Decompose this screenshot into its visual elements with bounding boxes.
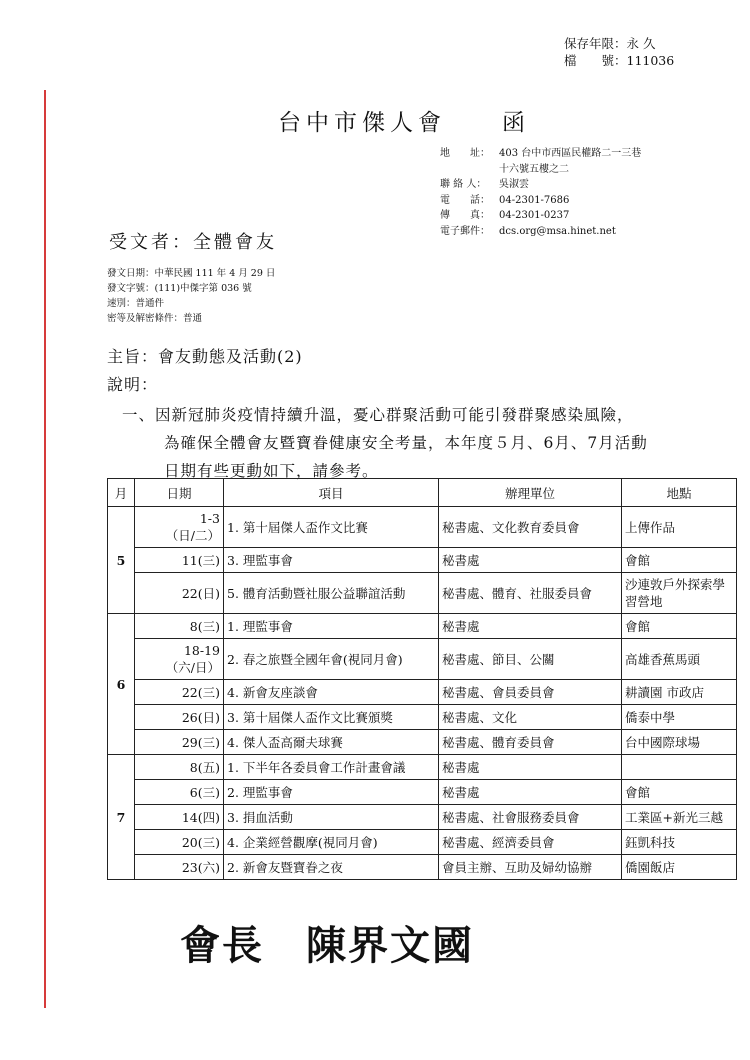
table-row	[108, 639, 737, 680]
unit-cell: 秘書處、文化教育委員會	[439, 507, 622, 548]
sender-info-row	[440, 208, 641, 224]
sender-info-value: 04-2301-0237	[499, 210, 570, 221]
date-cell: 23(六)	[135, 855, 224, 880]
unit-cell: 秘書處、社會服務委員會	[439, 805, 622, 830]
table-row	[108, 805, 737, 830]
item-cell: 2. 理監事會	[224, 780, 439, 805]
unit-cell: 秘書處	[439, 755, 622, 780]
header-item: 項目	[224, 479, 439, 507]
date-cell: 26(日)	[135, 705, 224, 730]
item-cell: 3. 理監事會	[224, 548, 439, 573]
unit-cell: 會員主辦、互助及婦幼協辦	[439, 855, 622, 880]
header-unit: 辦理單位	[439, 479, 622, 507]
subject: 主旨：會友動態及活動(2)	[107, 347, 303, 366]
unit-cell: 秘書處、體育、社服委員會	[439, 573, 622, 614]
table-row	[108, 548, 737, 573]
sender-info-value: 403 台中市西區民權路二一三巷	[499, 148, 642, 159]
document-meta	[107, 266, 275, 326]
date-cell: 1-3 （日/二）	[135, 507, 224, 548]
header-place: 地點	[622, 479, 737, 507]
month-cell: 5	[108, 507, 135, 614]
signature: 會長 陳界文國	[180, 922, 474, 969]
table-row	[108, 705, 737, 730]
table-row	[108, 830, 737, 855]
paragraph-line: 一、因新冠肺炎疫情持續升溫，憂心群聚活動可能引發群聚感染風險，	[122, 406, 634, 424]
sender-info-value: 04-2301-7686	[499, 194, 570, 206]
table-row	[108, 730, 737, 755]
sender-info-label: 地 址：	[440, 148, 490, 159]
sender-info-label: 傳 真：	[440, 210, 490, 221]
table-row	[108, 755, 737, 780]
recipient: 受文者：全體會友	[109, 232, 277, 253]
sender-info-row	[440, 162, 641, 178]
unit-cell: 秘書處、節目、公關	[439, 639, 622, 680]
sender-info-value: dcs.org@msa.hinet.net	[499, 225, 616, 237]
item-cell: 1. 第十屆傑人盃作文比賽	[224, 507, 439, 548]
retention-period: 保存年限：永 久	[564, 36, 656, 51]
sender-info-label: 電 話：	[440, 194, 490, 206]
table-header-row	[108, 479, 737, 507]
place-cell: 沙連敦戶外探索學習營地	[622, 573, 737, 614]
file-number: 檔 號：111036	[564, 53, 675, 68]
sender-info-value: 吳淑雲	[499, 179, 529, 190]
sender-info-row	[440, 193, 641, 209]
item-cell: 3. 第十屆傑人盃作文比賽頒獎	[224, 705, 439, 730]
month-cell: 7	[108, 755, 135, 880]
table-row	[108, 855, 737, 880]
unit-cell: 秘書處	[439, 614, 622, 639]
date-cell: 22(三)	[135, 680, 224, 705]
place-cell: 台中國際球場	[622, 730, 737, 755]
sender-info-label: 聯 絡 人：	[440, 179, 487, 190]
table-row	[108, 507, 737, 548]
table-row	[108, 780, 737, 805]
unit-cell: 秘書處、會員委員會	[439, 680, 622, 705]
place-cell: 僑泰中學	[622, 705, 737, 730]
table-row	[108, 680, 737, 705]
header-month: 月	[108, 479, 135, 507]
date-cell: 29(三)	[135, 730, 224, 755]
document-number: 發文字號：(111)中傑字第 036 號	[107, 283, 252, 294]
date-cell: 22(日)	[135, 573, 224, 614]
sender-info-row	[440, 224, 641, 240]
item-cell: 2. 新會友暨寶眷之夜	[224, 855, 439, 880]
date-cell: 14(四)	[135, 805, 224, 830]
explanation-paragraph	[122, 401, 648, 485]
date-cell: 11(三)	[135, 548, 224, 573]
issue-date: 發文日期：中華民國 111 年 4 月 29 日	[107, 268, 276, 279]
document-title: 台中市傑人會 函	[278, 110, 530, 136]
place-cell: 僑園飯店	[622, 855, 737, 880]
explanation-label: 說明：	[107, 375, 159, 394]
security-level: 密等及解密條件：普通	[107, 313, 203, 324]
table-row	[108, 614, 737, 639]
item-cell: 4. 傑人盃高爾夫球賽	[224, 730, 439, 755]
date-cell: 18-19 （六/日）	[135, 639, 224, 680]
unit-cell: 秘書處、經濟委員會	[439, 830, 622, 855]
unit-cell: 秘書處、體育委員會	[439, 730, 622, 755]
date-cell: 6(三)	[135, 780, 224, 805]
item-cell: 1. 下半年各委員會工作計畫會議	[224, 755, 439, 780]
sender-info-row	[440, 177, 641, 193]
unit-cell: 秘書處	[439, 548, 622, 573]
sender-info-value: 十六號五樓之二	[499, 163, 569, 175]
date-cell: 20(三)	[135, 830, 224, 855]
place-cell: 會館	[622, 614, 737, 639]
item-cell: 1. 理監事會	[224, 614, 439, 639]
place-cell: 高雄香蕉馬頭	[622, 639, 737, 680]
item-cell: 4. 企業經營觀摩(視同月會)	[224, 830, 439, 855]
paragraph-line: 日期有些更動如下，請參考。	[164, 462, 379, 480]
date-cell: 8(五)	[135, 755, 224, 780]
place-cell	[622, 755, 737, 780]
sender-info	[440, 146, 641, 239]
paragraph-line: 為確保全體會友暨寶眷健康安全考量，本年度５月、6月、7月活動	[164, 434, 648, 452]
month-cell: 6	[108, 614, 135, 755]
schedule-table	[107, 478, 737, 880]
retention-block	[564, 35, 674, 69]
place-cell: 鈺凱科技	[622, 830, 737, 855]
sender-info-row	[440, 146, 641, 162]
place-cell: 會館	[622, 548, 737, 573]
item-cell: 2. 春之旅暨全國年會(視同月會)	[224, 639, 439, 680]
item-cell: 4. 新會友座談會	[224, 680, 439, 705]
item-cell: 5. 體育活動暨社服公益聯誼活動	[224, 573, 439, 614]
table-row	[108, 573, 737, 614]
binding-margin-line	[44, 90, 46, 1008]
header-date: 日期	[135, 479, 224, 507]
place-cell: 上傳作品	[622, 507, 737, 548]
place-cell: 會館	[622, 780, 737, 805]
delivery-speed: 速別：普通件	[107, 298, 165, 309]
item-cell: 3. 捐血活動	[224, 805, 439, 830]
unit-cell: 秘書處、文化	[439, 705, 622, 730]
unit-cell: 秘書處	[439, 780, 622, 805]
sender-info-label: 電子郵件：	[440, 225, 490, 237]
place-cell: 工業區+新光三越	[622, 805, 737, 830]
place-cell: 耕讀園 市政店	[622, 680, 737, 705]
date-cell: 8(三)	[135, 614, 224, 639]
